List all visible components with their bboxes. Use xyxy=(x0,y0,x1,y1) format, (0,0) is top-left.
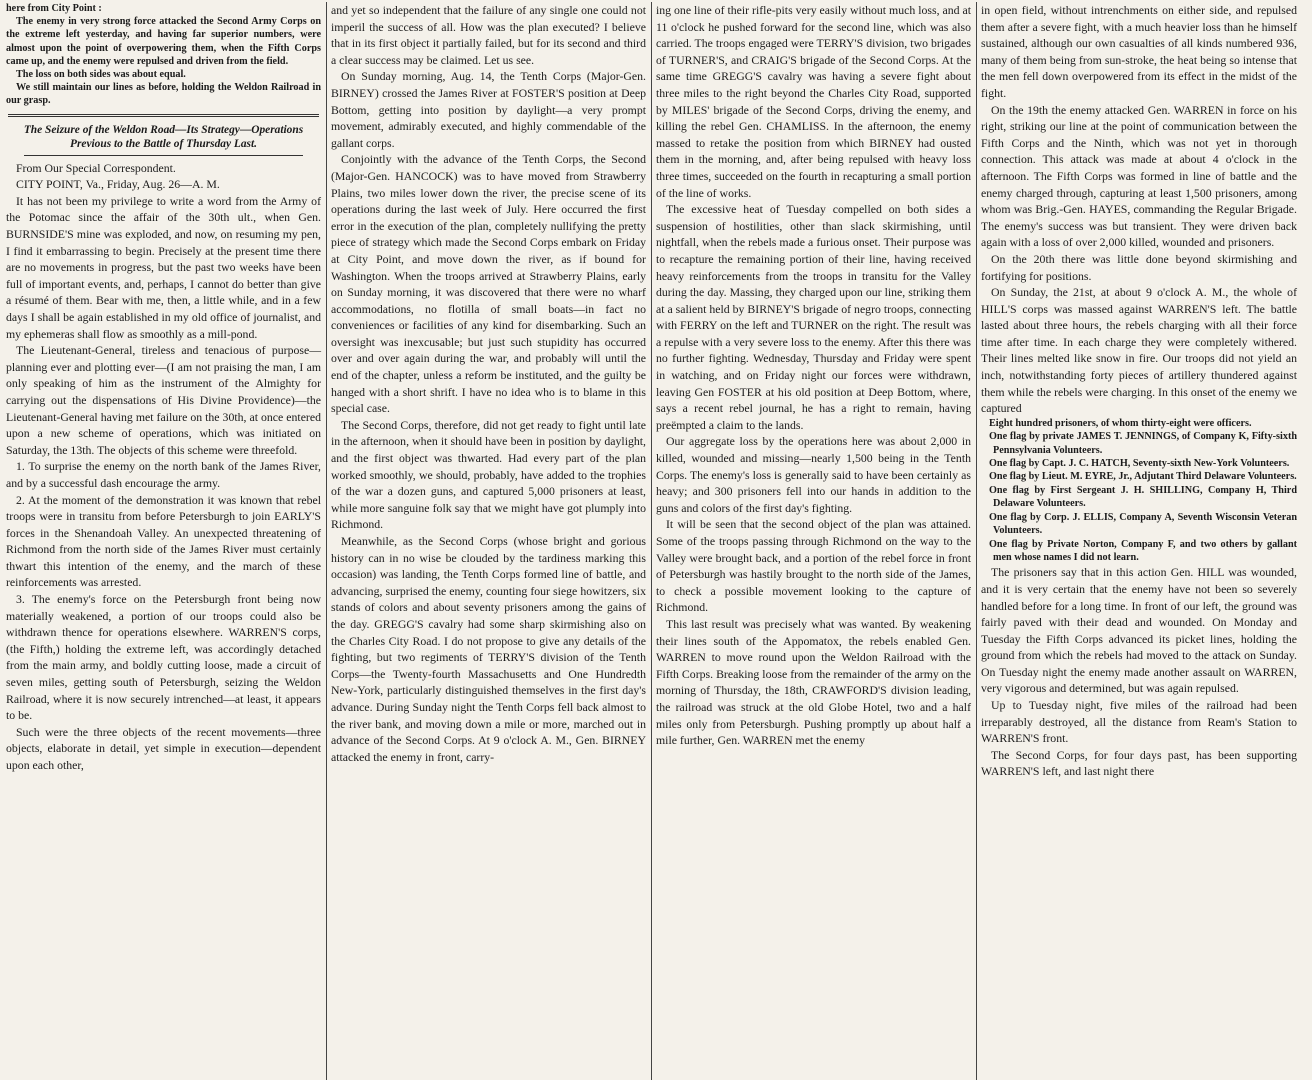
article-paragraph: It has not been my privilege to write a word from the Army of the Potomac since the affair of the 30th ult., when Gen. BURNSIDE'S mine was exploded, and now, on resuming my pen, I find it embarrassing to begin. Precisely at the present time there are no movements in progress, but the past two weeks have been full of important events, and, perhaps, I cannot do better than give a résumé of them. Bear with me, then, a little while, and in a few days I shall be again established in my old office of journalist, and my ephemeras shall flow as smoothly as a mill-pond. xyxy=(6,193,321,341)
article-paragraph: The Lieutenant-General, tireless and tenacious of purpose—planning ever and plotting ever—(I am not praising the man, I am only speaking of him as the instrument of the Almighty for carrying out the dispensations of His Divine Providence)—the Lieutenant-General having met failure on the 30th, at once entered upon a new scheme of operations, which was initiated on Saturday, the 13th. The objects of this scheme were threefold. xyxy=(6,343,321,457)
article-paragraph: in open field, without intrenchments on either side, and repulsed them after a severe fight, with a much heavier loss than he himself sustained, although our own casualties of all kinds numbered 936, many of them being from sun-stroke, the heat being so intense that the men fell down overpowered from its effect in the midst of the fight. xyxy=(981,3,1297,100)
article-paragraph: It will be seen that the second object of the plan was attained. Some of the troops passing through Richmond on the way to the Valley were brought back, and a portion of the rebel force in front of Petersburgh was hastily brought to the north side of the James, to check a possible movement looking to the capture of Richmond. xyxy=(656,517,971,615)
capture-list-item: One flag by private JAMES T. JENNINGS, of Company K, Fifty-sixth Pennsylvania Volunteers. xyxy=(989,431,1297,456)
article-headline: The Seizure of the Weldon Road—Its Strategy—Operations Previous to the Battle of Thursday Last. xyxy=(23,123,304,150)
column-rule xyxy=(8,114,319,117)
capture-list-item: One flag by Capt. J. C. HATCH, Seventy-sixth New-York Volunteers. xyxy=(989,458,1290,470)
article-paragraph: ing one line of their rifle-pits very easily without much loss, and at 11 o'clock he pushed forward for the second line, which was also carried. The troops engaged were TERRY'S division, two brigades of TURNER'S, and CRAIG'S brigade of the Second Corps. At the same time GREGG'S cavalry was having a severe fight about three miles to the right beyond the Charles City Road, supported by MILES' brigade of the Second Corps, driving the enemy, and killing the rebel Gen. CHAMLISS. In the afternoon, the enemy massed to retake the position from which BIRNEY had ousted them in the morning, and, after being repulsed with heavy loss three times, succeeded on the fourth in recapturing a small portion of the line of works. xyxy=(656,3,971,200)
article-paragraph: Up to Tuesday night, five miles of the railroad had been irreparably destroyed, all the distance from Ream's Station to WARREN'S front. xyxy=(981,698,1297,746)
column-2 xyxy=(327,2,652,1080)
article-paragraph: 3. The enemy's force on the Petersburgh front being now materially weakened, a portion of our troops could also be withdrawn thence for operations elsewhere. WARREN'S corps, (the Fifth,) holding the extreme left, was accordingly detached from the main army, and boldly cutting loose, made a circuit of seven miles, getting south of Petersburgh, seizing the Weldon Railroad, where it is now securely intrenched—at least, it appears to be. xyxy=(6,592,321,723)
article-paragraph: The excessive heat of Tuesday compelled on both sides a suspension of hostilities, other than slack skirmishing, until nightfall, when the rebels made a furious onset. Their purpose was to recapture the remaining portion of their line, having received heavy reinforcements from the troops in transitu for the Valley during the day. Massing, they charged upon our line, striking them at a salient held by BIRNEY'S brigade of negro troops, connecting with FERRY on the left and TURNER on the right. The result was a repulse with a very severe loss to the enemy. After this there was no further fighting. Wednesday, Thursday and Friday were spent in watching, and on Friday night our forces were withdrawn, leaving Gen FOSTER at his old position at Deep Bottom, where, says a recent rebel journal, he has a right to remain, having preëmpted a claim to the lands. xyxy=(656,202,971,432)
capture-list-item: One flag by First Sergeant J. H. SHILLING, Company H, Third Delaware Volunteers. xyxy=(989,484,1297,510)
capture-list-item: Eight hundred prisoners, of whom thirty-eight were officers. xyxy=(989,417,1252,429)
capture-list-item: One flag by Corp. J. ELLIS, Company A, Seventh Wisconsin Veteran Volunteers. xyxy=(989,511,1297,537)
article-paragraph: The loss on both sides was about equal. xyxy=(16,69,186,81)
article-paragraph: and yet so independent that the failure of any single one could not imperil the success of all. How was the plan executed? I believe that in its first object it partially failed, but for its second and third a clear success may be claimed. Let us see. xyxy=(331,3,646,67)
article-paragraph: The enemy in very strong force attacked the Second Army Corps on the extreme left yesterday, and having far superior numbers, were almost upon the point of overpowering them, when the Fifth Corps came up, and the enemy were repulsed and driven from the field. xyxy=(6,16,321,67)
article-paragraph: Meanwhile, as the Second Corps (whose bright and gorious history can in no wise be clouded by the tardiness marking this occasion) was landing, the Tenth Corps formed line of battle, and advancing, surprised the enemy, counting four siege howitzers, six stands of colors and about seventy prisoners among the gains of the day. GREGG'S cavalry had some sharp skirmishing also on the Charles City Road. I do not propose to give any details of the fighting, but two regiments of TERRY'S division of the Tenth Corps—the Twenty-fourth Massachusetts and One Hundredth New-York, particularly distinguished themselves in the first day's advance. During Sunday night the Tenth Corps fell back almost to the river bank, and moving down a mile or more, marched out in advance of the Second Corps. At 9 o'clock A. M., Gen. BIRNEY attacked the enemy in front, carry- xyxy=(331,534,646,764)
capture-list-item: One flag by Lieut. M. EYRE, Jr., Adjutant Third Delaware Volunteers. xyxy=(989,471,1297,483)
dateline: CITY POINT, Va., Friday, Aug. 26—A. M. xyxy=(16,177,220,192)
column-4 xyxy=(977,2,1302,1080)
capture-list-item: One flag by Private Norton, Company F, and two others by gallant men whose names I did not learn. xyxy=(989,538,1297,563)
column-rule xyxy=(24,155,303,156)
article-paragraph: On Sunday morning, Aug. 14, the Tenth Corps (Major-Gen. BIRNEY) crossed the James River at FOSTER'S position at Deep Bottom, getting into position by daylight—a very prompt movement, admirably executed, and highly commendable of the gallant corps. xyxy=(331,69,646,150)
article-paragraph: We still maintain our lines as before, holding the Weldon Railroad in our grasp. xyxy=(6,82,321,107)
dateline: From Our Special Correspondent. xyxy=(16,160,176,175)
article-paragraph: The Second Corps, for four days past, has been supporting WARREN'S left, and last night there xyxy=(981,747,1297,779)
article-paragraph: On the 20th there was little done beyond skirmishing and fortifying for positions. xyxy=(981,251,1297,283)
article-paragraph: Our aggregate loss by the operations here was about 2,000 in killed, wounded and missing—nearly 1,500 being in the Tenth Corps. The enemy's loss is generally said to have been certainly as heavy; and 300 prisoners fell into our hands in addition to the guns and colors of the first day's fighting. xyxy=(656,434,971,515)
article-paragraph: On Sunday, the 21st, at about 9 o'clock A. M., the whole of HILL'S corps was massed against WARREN'S left. The battle lasted about three hours, the rebels charging with all their force time after time. In each charge they were completely withered. Their lines melted like snow in fire. Our troops did not yield an inch, notwithstanding forty pieces of artillery thundered against them while the rebels were charging. In this onset of the enemy we captured xyxy=(981,285,1297,416)
column-1 xyxy=(2,2,327,1080)
article-paragraph: Such were the three objects of the recent movements—three objects, elaborate in detail, yet simple in execution—dependent upon each other, xyxy=(6,724,321,772)
article-paragraph: This last result was precisely what was wanted. By weakening their lines south of the Appomatox, the rebels enabled Gen. WARREN to move round upon the Weldon Railroad with the Fifth Corps. Breaking loose from the remainder of the army on the morning of Thursday, the 18th, CRAWFORD'S division leading, the railroad was struck at the old Globe Hotel, two and a half miles only from Petersburgh. Pushing promptly up about half a mile further, Gen. WARREN met the enemy xyxy=(656,616,971,748)
article-paragraph: The prisoners say that in this action Gen. HILL was wounded, and it is very certain that the enemy have not been so severely handled before for a long time. In front of our left, the ground was fairly paved with their dead and wounded. On Monday and Tuesday the Fifth Corps advanced its picket lines, holding the ground from which the rebels had moved to the attack on Sunday. On Tuesday night the enemy made another assault on WARREN, very vigorous and determined, but was again repulsed. xyxy=(981,565,1297,696)
article-paragraph: Conjointly with the advance of the Tenth Corps, the Second (Major-Gen. HANCOCK) was to have moved from Strawberry Plains, two miles lower down the river, the precise scene of its operations during the last week of July. Here occurred the first error in the execution of the plan, completely nullifying the pretty piece of strategy which made the Second Corps embark on Friday at City Point, and move down the river, as if bound for Washington. When the troops arrived at Strawberry Plains, early on Sunday morning, it was discovered that there were no wharf accommodations, no flotilla of small boats—in fact no conveniences or facilities of any kind for disembarking. Such an oversight was inexcusable; but just such stupidity has occurred over and over again during the war, and probably will until the end of the chapter, unless a reform be instituted, and the guilty be hanged with a short shrift. I have no idea who is to blame in this special case. xyxy=(331,152,646,416)
article-paragraph: here from City Point : xyxy=(6,3,102,14)
article-paragraph: 2. At the moment of the demonstration it was known that rebel troops were in transitu from before Petersburgh to join EARLY'S forces in the Shenandoah Valley. An unexpected threatening of Richmond from the north side of the James River must certainly thwart this intention of the enemy, and the march of these reinforcements was arrested. xyxy=(6,492,321,590)
column-3 xyxy=(652,2,977,1080)
article-paragraph: 1. To surprise the enemy on the north bank of the James River, and by a successful dash encourage the army. xyxy=(6,459,321,490)
article-paragraph: On the 19th the enemy attacked Gen. WARREN in force on his right, striking our line at the point of communication between the Fifth Corps and the Ninth, which was not yet in thorough connection. This attack was made at about 4 o'clock in the afternoon. The Fifth Corps was formed in line of battle and the enemy charged through, capturing at least 1,500 prisoners, among whom was Brig.-Gen. HAYES, commanding the Regular Brigade. The enemy's success was but transient. They were driven back again with a loss of over 2,000 killed, wounded and prisoners. xyxy=(981,102,1297,250)
article-paragraph: The Second Corps, therefore, did not get ready to fight until late in the afternoon, when it should have been in position by daylight, and the first object was thwarted. Had every part of the plan worked smoothly, we should, probably, have added to the trophies of the war a dozen guns, and captured 5,000 prisoners at least, while more sanguine folk say that we might have got plumply into Richmond. xyxy=(331,417,646,532)
